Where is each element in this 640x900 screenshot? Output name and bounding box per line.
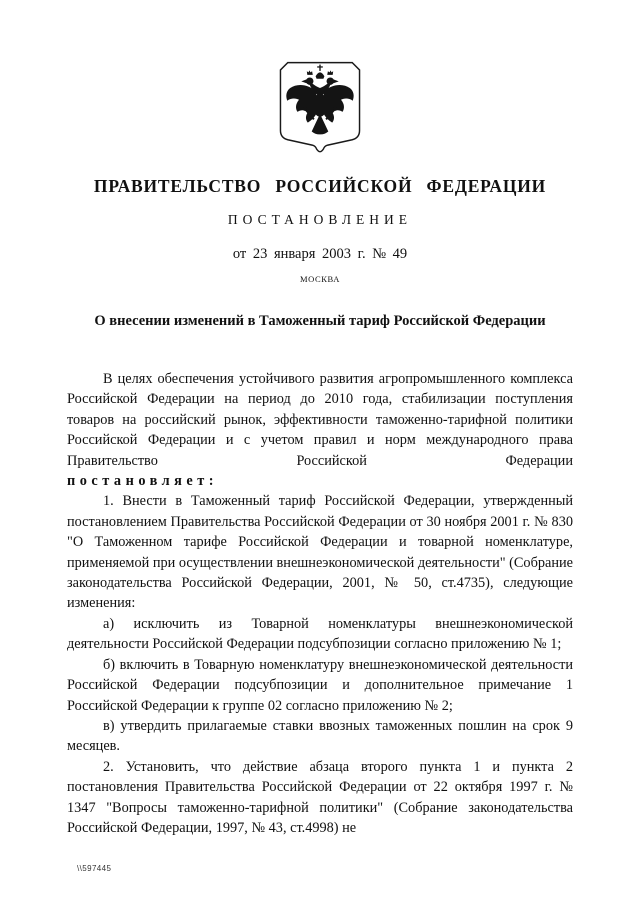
decree-line	[67, 471, 573, 491]
clause-paragraph-1a: а) исключить из Товарной номенклатуры внешнеэкономической деятельности Российской Федерации подсубпозиции согласно приложению № 1;	[67, 615, 573, 653]
clause-paragraph-1b: б) включить в Товарную номенклатуру внешнеэкономической деятельности Российской Федерации подсубпозиции и дополнительное примечание 1 Российской Федерации к группе 02 согласно приложению № 2;	[67, 656, 573, 714]
decree-word: постановляет:	[67, 473, 219, 490]
clause-paragraph-2: 2. Установить, что действие абзаца второго пункта 1 и пункта 2 постановления Правительства Российской Федерации от 22 октября 1997 г. № 1347 "Вопросы таможенно-тарифной политики" (Собрание законодательства Российской Федерации, 1997, № 43, ст.4998) не	[67, 758, 573, 836]
clause-paragraph-1: 1. Внести в Таможенный тариф Российской Федерации, утвержденный постановлением Правительства Российской Федерации от 30 ноября 2001 г. № 830 "О Таможенном тарифе Российской Федерации и товарной номенклатуре, применяемой при осуществлении внешнеэкономической деятельности" (Собрание законодательства Российской Федерации, 2001, № 50, ст.4735), следующие изменения:	[67, 493, 573, 612]
registration-code: \\597445	[77, 864, 112, 873]
document-type-label: ПОСТАНОВЛЕНИЕ	[227, 212, 413, 227]
date-and-number-line: от 23 января 2003 г. № 49	[232, 246, 408, 262]
city-label: МОСКВА	[299, 274, 340, 284]
document-body	[67, 369, 573, 838]
document-title: О внесении изменений в Таможенный тариф Российской Федерации	[94, 313, 546, 329]
clause-paragraph-1v: в) утвердить прилагаемые ставки ввозных таможенных пошлин на срок 9 месяцев.	[67, 717, 573, 755]
preamble-paragraph	[67, 369, 573, 471]
preamble-text: В целях обеспечения устойчивого развития агропромышленного комплекса Российской Федерации на период до 2010 года, стабилизации поступления товаров на российский рынок, эффективности таможенно-тарифной политики Российской Федерации и с учетом правил и норм международного права Правительство Российской Федерации	[67, 371, 573, 469]
issuing-authority: ПРАВИТЕЛЬСТВО РОССИЙСКОЙ ФЕДЕРАЦИИ	[93, 176, 547, 196]
russia-coat-of-arms-icon	[279, 61, 361, 156]
